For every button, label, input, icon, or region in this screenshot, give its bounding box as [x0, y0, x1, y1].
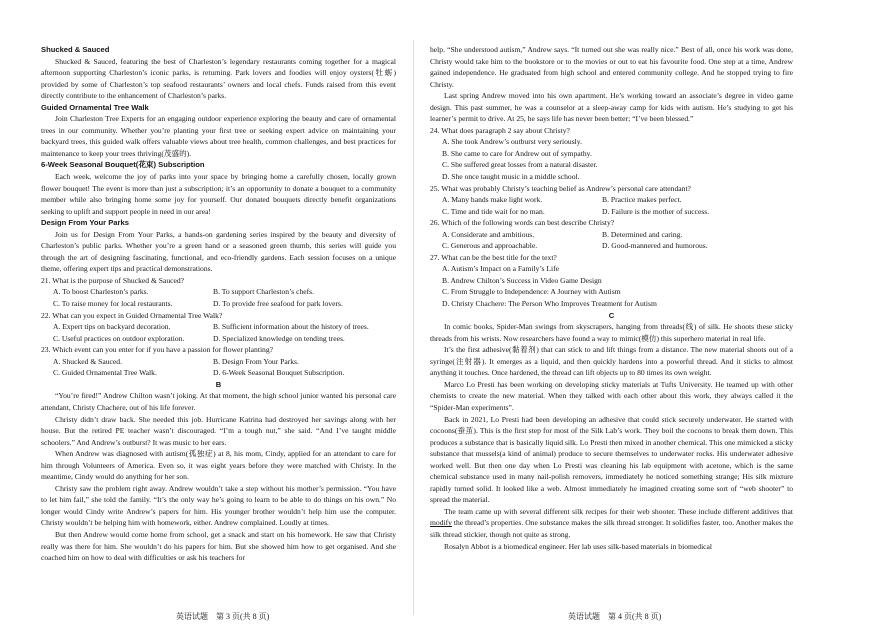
option-26d: D. Good-mannered and humorous.	[602, 241, 708, 251]
option-22d: D. Specialized knowledge on tending trees.	[213, 333, 345, 343]
underlined-word-modify: modify	[430, 518, 452, 528]
page-footer-left: 英语试题 第 3 页(共 8 页)	[176, 612, 270, 621]
event-title-design: Design From Your Parks	[41, 218, 129, 228]
passage-b-paragraph-2: Christy didn’t draw back. She needed this job. Hurricane Katrina had destroyed her savings along with her house. But the retired PE teacher wasn’t discouraged. “I’m a tough nut,” she said. “And I’ve taught middle schoolers.” And Andrew’s outburst? It was music to her ears.	[41, 414, 396, 447]
question-23: 23. Which event can you enter for if you have a passion for flower planting?	[41, 345, 274, 355]
section-heading-c: C	[608, 310, 615, 320]
section-heading-b: B	[215, 379, 222, 389]
question-21: 21. What is the purpose of Shucked & Sauced?	[41, 275, 185, 285]
question-24: 24. What does paragraph 2 say about Christy?	[430, 125, 570, 135]
question-25-options-cd	[430, 206, 793, 218]
event-title-shucked: Shucked & Sauced	[41, 45, 110, 54]
option-21d: D. To provide free seafood for park lovers.	[213, 299, 343, 309]
option-23d: D. 6-Week Seasonal Bouquet Subscription.	[213, 368, 345, 378]
event-title-tree-walk: Guided Ornamental Tree Walk	[41, 102, 149, 112]
option-26c: C. Generous and approachable.	[442, 241, 538, 251]
option-26b: B. Determined and caring.	[602, 229, 683, 239]
option-23b: B. Design From Your Parks.	[213, 356, 299, 366]
question-22: 22. What can you expect in Guided Ornamental Tree Walk?	[41, 310, 223, 320]
option-27d: D. Christy Chachere: The Person Who Improves Treatment for Autism	[442, 299, 657, 309]
option-22a: A. Expert tips on backyard decoration.	[53, 322, 171, 332]
event-desc-tree-walk: Join Charleston Tree Experts for an engaging outdoor experience exploring the beauty and care of ornamental trees in our community. Whether you’re planting your first tree or seeking expert advice on maintaining your backyard trees, this guided walk offers valuable views about tree health, common challenges, and best practices for maintenance to keep your trees thriving(茂盛的).	[41, 114, 396, 158]
passage-c-paragraph-5-start: The team came up with several different silk recipes for their web shooter. These include different additives that	[444, 506, 793, 516]
question-25-options-ab	[430, 194, 793, 206]
question-24-options	[430, 136, 793, 182]
event-title-bouquet: 6-Week Seasonal Bouquet(花束) Subscription	[41, 160, 205, 170]
passage-c-paragraph-5	[430, 506, 793, 541]
question-23-options-cd	[41, 367, 396, 379]
question-23-options-ab	[41, 356, 396, 368]
passage-b-paragraph-6: Last spring Andrew moved into his own apartment. He’s working toward an associate’s degree in video game design. This past summer, he was a counselor at a sleep-away camp for kids with autism. He’s studying to get his learner’s permit to drive. At 25, he says life has never been better; “I’ve been blessed.”	[430, 91, 793, 124]
option-25b: B. Practice makes perfect.	[602, 195, 682, 205]
passage-b-paragraph-5-continued: help. “She understood autism,” Andrew says. “It turned out she was really nice.” Best of all, once his work was done, Christy would take him to the bookstore or to the movies or out to eat his favourite food. One step at a time, Andrew gained independence. He graduated from high school and entered community college. And he stopped trying to fire Christy.	[430, 45, 793, 89]
option-24b: B. She came to care for Andrew out of sympathy.	[442, 148, 592, 158]
passage-c-paragraph-5-end: the thread’s properties. One substance makes the silk thread stronger. It solidifies faster, too. Another makes the silk thread stickier, though not quite as strong.	[430, 518, 793, 539]
option-23a: A. Shucked & Sauced.	[53, 356, 122, 366]
passage-b-paragraph-4: Christy saw the problem right away. Andrew wouldn’t take a step without his mother’s permission. “You have to let him fail,” she told the family. “It’s the only way he’s going to learn to be able to do things on his own.” No longer would Cindy write Andrew’s papers for him. His younger brother wouldn’t help him use the computer. Christy wouldn’t be helping him with homework, either. Andrew complained. Loudly at times.	[41, 483, 396, 528]
option-23c: C. Guided Ornamental Tree Walk.	[53, 368, 157, 378]
right-page-column	[430, 44, 793, 552]
option-25c: C. Time and tide wait for no man.	[442, 206, 545, 216]
event-desc-bouquet: Each week, welcome the joy of parks into your space by bringing home a carefully chosen, locally grown flower bouquet! The event is more than just a subscription; it’s an opportunity to donate a bouquet to a community member while also bringing home some joy for yourself. Our donated bouquets directly benefit organizations seeking to uplift and support people in need in our area!	[41, 172, 396, 216]
passage-c-paragraph-4: Back in 2021, Lo Presti had been developing an adhesive that could stick securely underwater. He started with cocoons(蚕茧). This is the first step for most of the Silk Lab’s work. They boil the cocoons to break them down. This produces a substance that is basically liquid silk. Lo Presti then mixed in another chemical. This one mimicked a sticky substance that mussels(a kind of animal) produce to secure themselves to underwater rocks. His underwater adhesive worked well. But then one day when Lo Presti was cleaning his lab equipment with acetone, which is the same chemical substance used in many nail-polish removers, immediately he noticed something strange; His silk mixture rapidly turned solid. It looked like a web. Almost immediately he imagined creating some sort of “web shooter” to spread the material.	[430, 414, 793, 505]
question-25: 25. What was probably Christy’s teaching belief as Andrew’s personal care attendant?	[430, 183, 691, 193]
left-page-column	[41, 44, 396, 564]
option-22c: C. Useful practices on outdoor exploration.	[53, 333, 185, 343]
question-26-options-cd	[430, 240, 793, 252]
page-gutter	[413, 40, 414, 615]
option-21c: C. To raise money for local restaurants.	[53, 299, 173, 309]
option-24c: C. She suffered great losses from a natural disaster.	[442, 160, 598, 170]
question-27-options	[430, 263, 793, 309]
passage-b-paragraph-1: “You’re fired!” Andrew Chilton wasn’t joking. At that moment, the high school junior wanted his personal care attendant, Christy Chachere, out of his life forever.	[41, 391, 396, 412]
event-desc-shucked: Shucked & Sauced, featuring the best of Charleston’s legendary restaurants coming together for a magical afternoon supporting Charleston’s iconic parks, is returning. Park lovers and foodies will enjoy oysters(牡蛎) provided by some of Charleston’s top seafood restaurants’ owners and local chefs. Funds raised from this event directly contribute to the enhancement of Charleston’s parks.	[41, 56, 396, 101]
event-desc-design: Join us for Design From Your Parks, a hands-on gardening series inspired by the beauty and diversity of Charleston’s public parks. Whether you’re a green hand or a seasoned green thumb, this series will guide you through the art of designing fascinating, functional, and eco-friendly gardens. Each session focuses on a unique theme, offering expert tips and practical demonstrations.	[41, 229, 396, 274]
option-24d: D. She once taught music in a middle school.	[442, 172, 580, 182]
passage-b-paragraph-3: When Andrew was diagnosed with autism(孤独症) at 8, his mom, Cindy, applied for an attendant to care for him through Volunteers of America. Even so, it was eight years before they were matched with Christy. In the meantime, Cindy would do anything for her son.	[41, 449, 396, 482]
question-22-options-cd	[41, 333, 396, 345]
question-21-options-cd	[41, 298, 396, 310]
passage-c-paragraph-1: In comic books, Spider-Man swings from skyscrapers, hanging from threads(线) of silk. He shoots these sticky threads from his wrists. Now researchers have found a way to mimic(模仿) this superhero material in real life.	[430, 322, 793, 343]
passage-c-paragraph-2: It’s the first adhesive(黏着剂) that can stick to and lift things from a distance. The new material shoots out of a syringe(注射器). It emerges as a liquid, and then quickly hardens into a powerful thread. And it sticks to almost anything it touches. Once hardened, the thread can lift objects up to 80 times its own weight.	[430, 345, 793, 378]
option-27a: A. Autism’s Impact on a Family’s Life	[442, 264, 560, 274]
question-26-options-ab	[430, 229, 793, 241]
passage-c-paragraph-3: Marco Lo Presti has been working on developing sticky materials at Tufts University. He teamed up with other chemists to create the new material. When they talked with each other about this work, they always called it the “Spider-Man experiments”.	[430, 379, 793, 412]
option-27b: B. Andrew Chilton’s Success in Video Game Design	[442, 275, 602, 285]
option-21a: A. To boost Charleston’s parks.	[53, 287, 149, 297]
option-27c: C. From Struggle to Independence: A Journey with Autism	[442, 287, 621, 297]
question-26: 26. Which of the following words can best describe Christy?	[430, 218, 615, 228]
passage-c-paragraph-6: Rosalyn Abbot is a biomedical engineer. Her lab uses silk-based materials in biomedical	[444, 541, 713, 551]
option-25d: D. Failure is the mother of success.	[602, 206, 710, 216]
option-22b: B. Sufficient information about the history of trees.	[213, 322, 369, 332]
option-24a: A. She took Andrew’s outburst very seriously.	[442, 137, 582, 147]
question-27: 27. What can be the best title for the text?	[430, 252, 557, 262]
option-26a: A. Considerate and ambitious.	[442, 229, 535, 239]
option-25a: A. Many hands make light work.	[442, 195, 543, 205]
passage-b-paragraph-5: But then Andrew would come home from school, get a snack and start on his homework. He saw that Christy really was there for him. She wouldn’t do his papers for him. But she showed him how to get organised. And she coached him on how to deal with difficulties or ask his teachers for	[41, 529, 396, 563]
page-footer-right: 英语试题 第 4 页(共 8 页)	[568, 612, 662, 621]
question-22-options-ab	[41, 321, 396, 333]
question-21-options-ab	[41, 286, 396, 298]
option-21b: B. To support Charleston’s chefs.	[213, 287, 314, 297]
